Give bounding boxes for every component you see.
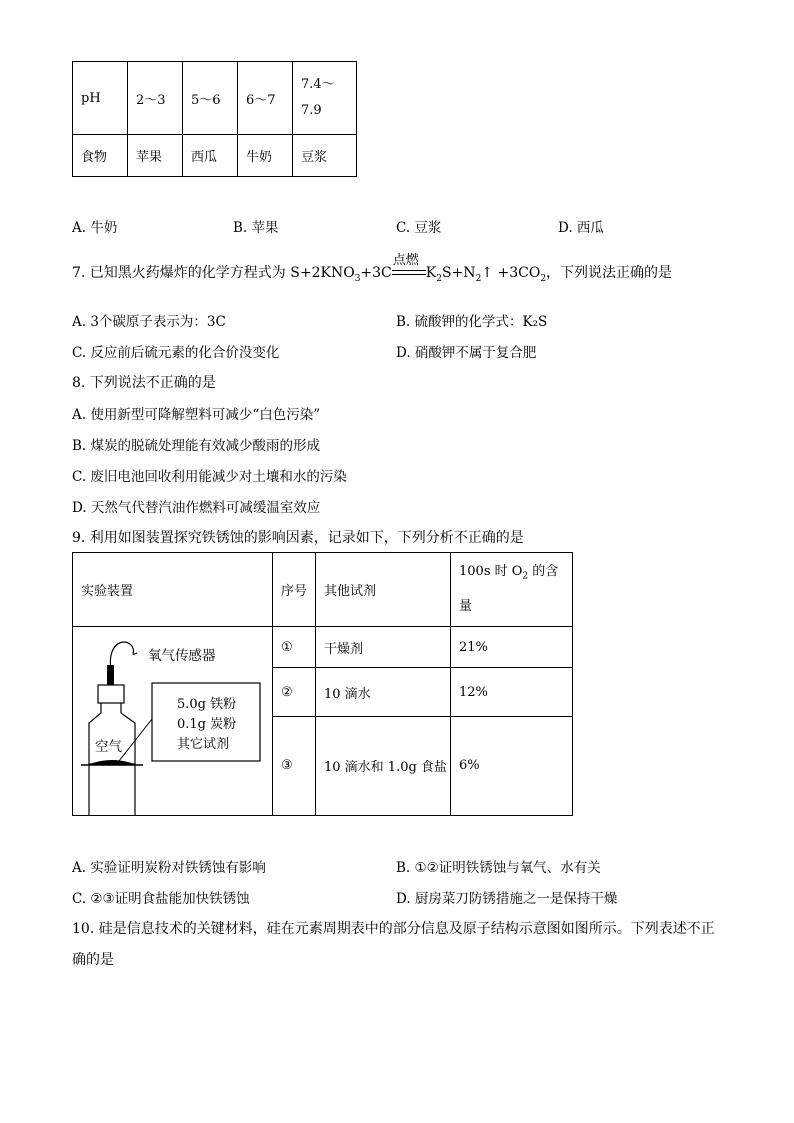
q7-option-a: A. 3个碳原子表示为：3C — [72, 314, 226, 330]
reagent-line: 其它试剂 — [177, 737, 230, 752]
ph-cell-line: 7.4～ — [301, 77, 335, 92]
q7-stem-suffix: ，下列说法正确的是 — [546, 265, 673, 281]
stopper — [98, 685, 124, 703]
q7-sub: 2 — [475, 273, 482, 284]
q7-option-c: C. 反应前后硫元素的化合价没变化 — [72, 345, 280, 361]
ph-cell: 6～7 — [238, 62, 293, 135]
q7-condition-arrow — [392, 253, 426, 280]
q8-option-b: B. 煤炭的脱硫处理能有效减少酸雨的形成 — [72, 438, 321, 454]
q8-option-c: C. 废旧电池回收利用能减少对土壤和水的污染 — [72, 469, 347, 485]
ph-table — [72, 61, 357, 177]
food-row-label: 食物 — [73, 135, 128, 177]
q9-header-content — [451, 553, 573, 627]
q7-sub: 2 — [540, 273, 547, 284]
q9-apparatus-cell — [73, 627, 273, 816]
food-cell: 西瓜 — [183, 135, 238, 177]
q7-sub: 3 — [354, 273, 361, 284]
q9-header-content-line1: 100s 时 $O_2$ 的含 — [459, 564, 559, 582]
q7-sub: 2 — [436, 273, 442, 284]
q9-option-a: A. 实验证明炭粉对铁锈蚀有影响 — [72, 860, 266, 876]
q9-row-no: ③ — [273, 716, 316, 815]
q9-row-content: 6% — [451, 716, 573, 815]
sensor-wire — [110, 642, 137, 669]
air-label: 空气 — [95, 739, 122, 755]
q9-row-content: 12% — [451, 668, 573, 717]
q7-option-b: B. 硫酸钾的化学式：K₂S — [396, 314, 548, 330]
q7-eq-part: S+N — [441, 265, 476, 281]
ph-cell: 2～3 — [128, 62, 183, 135]
food-cell: 牛奶 — [238, 135, 293, 177]
ph-cell: 5～6 — [183, 62, 238, 135]
q7-condition: 点燃 — [392, 253, 419, 268]
q9-row-no: ② — [273, 668, 316, 717]
q9-row-reagent: 10 滴水 — [316, 668, 451, 717]
q9-stem: 9. 利用如图装置探究铁锈蚀的影响因素，记录如下，下列分析不正确的是 — [72, 530, 524, 546]
q8-option-a: A. 使用新型可降解塑料可减少“白色污染” — [72, 407, 321, 423]
q7-double-line — [392, 270, 426, 275]
q9-row-no: ① — [273, 627, 316, 668]
q9-row-content: 21% — [451, 627, 573, 668]
ph-cell — [293, 62, 357, 135]
q9-option-b: B. ①②证明铁锈蚀与氧气、水有关 — [396, 860, 601, 876]
q10-stem-line1: 10. 硅是信息技术的关键材料，硅在元素周期表中的部分信息及原子结构示意图如图所示。下列表述不正 — [72, 921, 715, 937]
q9-header-content-line2: 量 — [459, 598, 473, 614]
ph-cell-line: 7.9 — [301, 103, 322, 118]
q6-option-d: D. 西瓜 — [558, 220, 604, 236]
bottle — [89, 703, 135, 815]
q9-header-no: 序号 — [273, 553, 316, 627]
q9-row-reagent: 10 滴水和 1.0g 食盐 — [316, 716, 451, 815]
q10-stem-line2: 确的是 — [72, 952, 114, 968]
q9-header-reagent: 其他试剂 — [316, 553, 451, 627]
q6-option-b: B. 苹果 — [233, 220, 279, 236]
q6-option-c: C. 豆浆 — [396, 220, 442, 236]
q7-eq-part: K — [425, 265, 437, 281]
reagent-line: 5.0g 铁粉 — [177, 697, 237, 712]
ph-row-label: pH — [73, 62, 128, 135]
q8-option-d: D. 天然气代替汽油作燃料可减缓温室效应 — [72, 500, 321, 516]
food-cell: 苹果 — [128, 135, 183, 177]
q9-table — [72, 552, 573, 816]
q7-stem — [72, 253, 673, 284]
q9-header-apparatus: 实验装置 — [73, 553, 273, 627]
q7-eq-part: ↑ +3CO — [481, 265, 541, 281]
q8-stem: 8. 下列说法不正确的是 — [72, 375, 216, 391]
iron-powder — [91, 761, 133, 765]
reagent-line: 0.1g 炭粉 — [177, 717, 237, 732]
q9-row-reagent: 干燥剂 — [316, 627, 451, 668]
q6-option-a: A. 牛奶 — [72, 220, 118, 236]
sensor-label: 氧气传感器 — [148, 648, 216, 664]
q7-eq-part: +3C — [360, 265, 392, 281]
q7-option-d: D. 硝酸钾不属于复合肥 — [396, 345, 537, 361]
q9-option-d: D. 厨房菜刀防锈措施之一是保持干燥 — [396, 891, 618, 907]
food-cell: 豆浆 — [293, 135, 357, 177]
q7-stem-prefix: 7. 已知黑火药爆炸的化学方程式为 S+2KNO — [72, 265, 355, 281]
q9-option-c: C. ②③证明食盐能加快铁锈蚀 — [72, 891, 250, 907]
